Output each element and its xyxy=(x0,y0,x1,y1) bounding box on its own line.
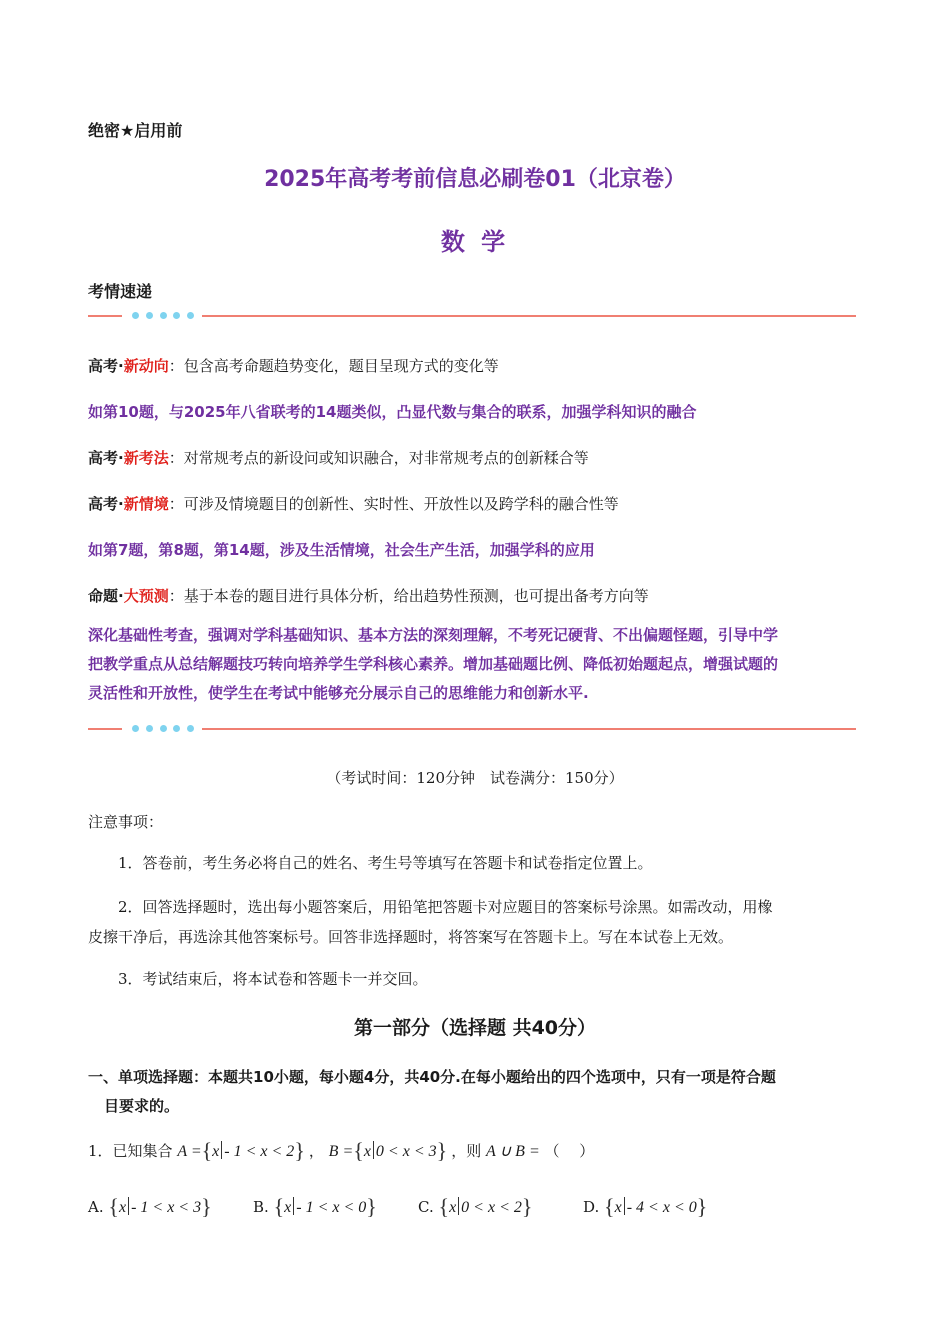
prediction-paragraph: 深化基础性考查，强调对学科基础知识、基本方法的深刻理解，不考死记硬背、不出偏题怪题，引导中学 把教学重点从总结解题技巧转向培养学生学科核心素养。增加基础题比例、降低初始题起点，增强试题的 灵活性和开放性，使学生在考试中能够充分展示自己的思维能力和创新水平. xyxy=(88,626,779,702)
notice-item-1: 1．答卷前，考生务必将自己的姓名、考生号等填写在答题卡和试卷指定位置上。 xyxy=(118,854,653,872)
overview-item-new-context: 高考·新情境：可涉及情境题目的创新性、实时性、开放性以及跨学科的融合性等 xyxy=(88,495,619,513)
question-1: 1．已知集合 A ={x - 1 < x < 2} ， B ={x 0 < x < 3} ，则 A ∪ B = （ ） xyxy=(88,1138,595,1163)
page-title: 2025年高考考前信息必刷卷01（北京卷） xyxy=(264,167,686,192)
set-a: A ={x - 1 < x < 2} xyxy=(177,1138,305,1163)
section-instruction-cont: 目要求的。 xyxy=(104,1097,180,1115)
part1-title: 第一部分（选择题 共40分） xyxy=(353,1017,597,1039)
overview-item-new-method: 高考·新考法：对常规考点的新设问或知识融合，对非常规考点的创新糅合等 xyxy=(88,449,589,467)
overview-note-1: 如第10题，与2025年八省联考的14题类似，凸显代数与集合的联系，加强学科知识的融合 xyxy=(88,403,697,421)
overview-item-prediction: 命题·大预测：基于本卷的题目进行具体分析，给出趋势性预测，也可提出备考方向等 xyxy=(88,587,649,605)
notice-item-2: 2．回答选择题时，选出每小题答案后，用铅笔把答题卡对应题目的答案标号涂黑。如需改动，用橡 xyxy=(118,898,773,916)
subject-title: 数 学 xyxy=(440,228,510,256)
option-a[interactable]: A. {x - 1 < x < 3} xyxy=(88,1194,212,1219)
top-divider xyxy=(88,312,856,320)
section-instruction: 一、单项选择题：本题共10小题，每小题4分，共40分.在每小题给出的四个选项中，只有一项是符合题 xyxy=(88,1068,776,1086)
overview-item-new-trend: 高考·新动向：包含高考命题趋势变化，题目呈现方式的变化等 xyxy=(88,357,499,375)
option-b[interactable]: B. {x - 1 < x < 0} xyxy=(253,1194,377,1219)
exam-info: （考试时间：120分钟 试卷满分：150分） xyxy=(326,769,624,787)
overview-note-2: 如第7题，第8题，第14题，涉及生活情境，社会生产生活，加强学科的应用 xyxy=(88,541,595,559)
notice-heading: 注意事项： xyxy=(88,813,164,831)
overview-heading: 考情速递 xyxy=(88,282,153,301)
notice-item-3: 3．考试结束后，将本试卷和答题卡一并交回。 xyxy=(118,970,428,988)
option-d[interactable]: D. {x - 4 < x < 0} xyxy=(583,1194,708,1219)
notice-item-2-cont: 皮擦干净后，再选涂其他答案标号。回答非选择题时，将答案写在答题卡上。写在本试卷上无效。 xyxy=(88,928,734,946)
confidential-label: 绝密★启用前 xyxy=(88,121,183,140)
bottom-divider xyxy=(88,725,856,733)
set-b: B ={x 0 < x < 3} xyxy=(328,1138,448,1163)
option-c[interactable]: C. {x 0 < x < 2} xyxy=(418,1194,533,1219)
